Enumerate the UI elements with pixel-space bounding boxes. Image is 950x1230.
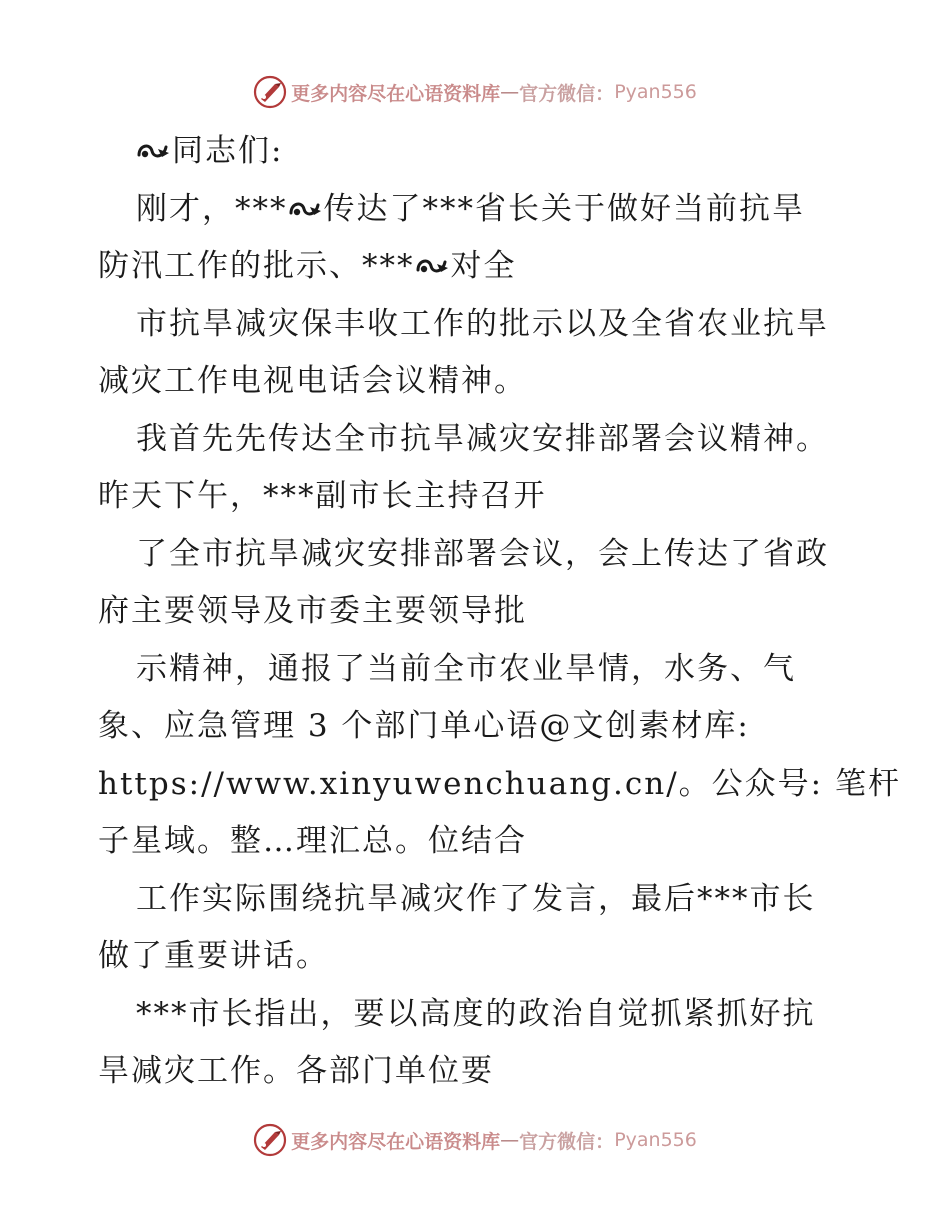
pen-logo-icon (253, 1123, 287, 1157)
text-line: 昨天下午，***副市长主持召开 (98, 478, 547, 514)
ornament-glyph-icon (288, 197, 324, 221)
banner-wechat-id: Pyan556 (614, 1129, 697, 1151)
text-line (98, 123, 858, 181)
text-line: 象、应急管理 3 个部门单心语@文创素材库: (98, 708, 750, 744)
text-segment: 刚才，*** (136, 190, 288, 227)
banner-separator: — (500, 1129, 520, 1151)
banner-main-text: 更多内容尽在心语资料库 (291, 1130, 501, 1153)
header-banner (0, 72, 950, 112)
banner-wechat-id: Pyan556 (614, 81, 697, 103)
banner-main-text: 更多内容尽在心语资料库 (291, 82, 501, 105)
banner-separator: — (500, 81, 520, 103)
text-segment: 防汛工作的批示、*** (98, 248, 415, 284)
footer-banner (0, 1120, 950, 1160)
text-line: 工作实际围绕抗旱减灾作了发言，最后***市长 (136, 880, 816, 917)
text-line: 府主要领导及市委主要领导批 (98, 593, 527, 629)
text-line: https://www.xinyuwenchuang.cn/。公众号: 笔杆 (98, 765, 901, 802)
text-line: ***市长指出，要以高度的政治自觉抓紧抓好抗 (136, 995, 816, 1032)
text-line (98, 181, 858, 239)
ornament-glyph-icon (415, 254, 451, 278)
text-line: 市抗旱减灾保丰收工作的批示以及全省农业抗旱 (136, 305, 829, 342)
text-segment: 对全 (450, 248, 517, 284)
banner-wechat-label: 官方微信： (519, 82, 615, 105)
salutation: 同志们: (172, 133, 284, 169)
text-line: 我首先先传达全市抗旱减灾安排部署会议精神。 (136, 420, 829, 457)
text-line: 做了重要讲话。 (98, 938, 329, 974)
text-line: 子星域。整…理汇总。位结合 (98, 823, 527, 859)
text-line: 示精神，通报了当前全市农业旱情，水务、气 (136, 650, 796, 687)
text-line (98, 238, 858, 296)
text-line: 旱减灾工作。各部门单位要 (98, 1053, 494, 1089)
ornament-glyph-icon (136, 139, 172, 163)
banner-wechat-label: 官方微信： (519, 1130, 615, 1153)
pen-logo-icon (253, 75, 287, 109)
text-line: 了全市抗旱减灾安排部署会议，会上传达了省政 (136, 535, 829, 572)
document-body (98, 123, 901, 1101)
text-line: 减灾工作电视电话会议精神。 (98, 363, 527, 399)
text-segment: 传达了***省长关于做好当前抗旱 (323, 190, 805, 227)
